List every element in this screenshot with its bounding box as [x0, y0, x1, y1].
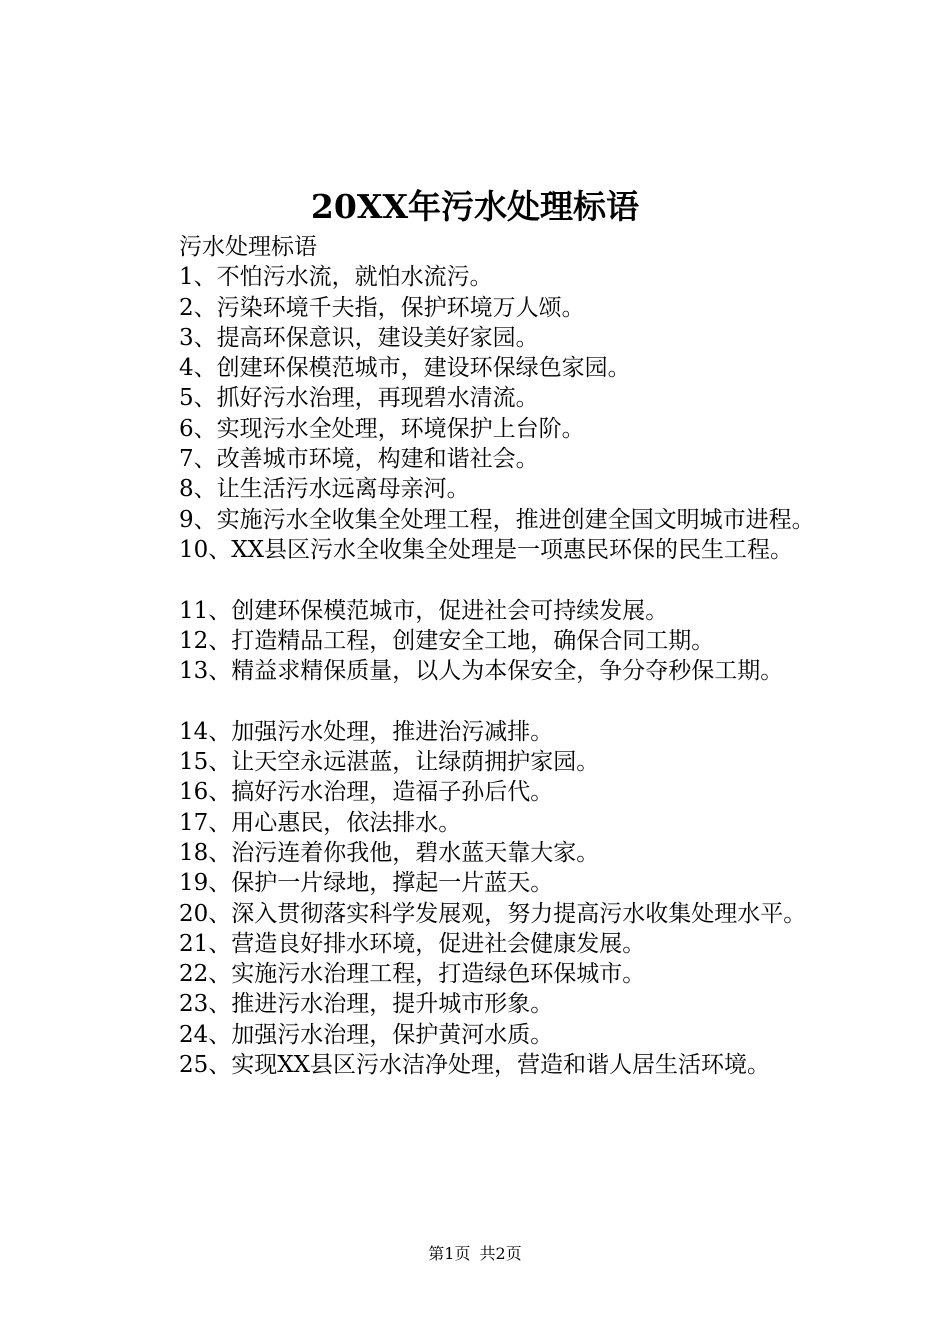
slogan-item: 11、创建环保模范城市，促进社会可持续发展。: [179, 597, 669, 624]
slogan-item: 15、让天空永远湛蓝，让绿荫拥护家园。: [179, 749, 600, 776]
slogan-item: 5、抓好污水治理，再现碧水清流。: [179, 385, 539, 412]
page-title: 20XX年污水处理标语: [310, 187, 640, 226]
blank-line: [131, 686, 847, 716]
slogan-item: 21、营造良好排水环境，促进社会健康发展。: [179, 930, 646, 957]
page-total: 共2页: [479, 1244, 522, 1263]
page-footer: [0, 1242, 950, 1266]
slogan-item: 24、加强污水治理，保护黄河水质。: [179, 1021, 554, 1048]
slogan-item: 7、改善城市环境，构建和谐社会。: [179, 446, 539, 473]
blank-line: [131, 565, 847, 595]
slogan-item: 25、实现XX县区污水洁净处理，营造和谐人居生活环境。: [179, 1052, 771, 1079]
slogan-item: 19、保护一片绿地，撑起一片蓝天。: [179, 870, 554, 897]
slogan-item: 10、XX县区污水全收集全处理是一项惠民环保的民生工程。: [179, 536, 794, 563]
slogan-item: 6、实现污水全处理，环境保护上台阶。: [179, 415, 585, 442]
section-heading: 污水处理标语: [179, 234, 317, 260]
slogan-item: 18、治污连着你我他，碧水蓝天靠大家。: [179, 839, 600, 866]
slogan-item: 3、提高环保意识，建设美好家园。: [179, 324, 539, 351]
slogan-item: 12、打造精品工程，创建安全工地，确保合同工期。: [179, 627, 715, 654]
page-number: 第1页: [428, 1244, 471, 1263]
document-body: [131, 232, 847, 1080]
slogan-item: 4、创建环保模范城市，建设环保绿色家园。: [179, 355, 631, 382]
slogan-item: 17、用心惠民，依法排水。: [179, 809, 462, 836]
slogan-item: 14、加强污水处理，推进治污减排。: [179, 718, 554, 745]
slogan-item: 9、实施污水全收集全处理工程，推进创建全国文明城市进程。: [179, 506, 815, 533]
slogan-item: 23、推进污水治理，提升城市形象。: [179, 991, 554, 1018]
slogan-item: 2、污染环境千夫指，保护环境万人颂。: [179, 294, 585, 321]
slogan-item: 1、不怕污水流，就怕水流污。: [179, 264, 493, 291]
slogan-item: 8、让生活污水远离母亲河。: [179, 476, 470, 503]
slogan-item: 16、搞好污水治理，造福子孙后代。: [179, 779, 554, 806]
slogan-item: 20、深入贯彻落实科学发展观，努力提高污水收集处理水平。: [179, 900, 807, 927]
slogan-item: 22、实施污水治理工程，打造绿色环保城市。: [179, 961, 646, 988]
slogan-item: 13、精益求精保质量，以人为本保安全，争分夺秒保工期。: [179, 658, 784, 685]
